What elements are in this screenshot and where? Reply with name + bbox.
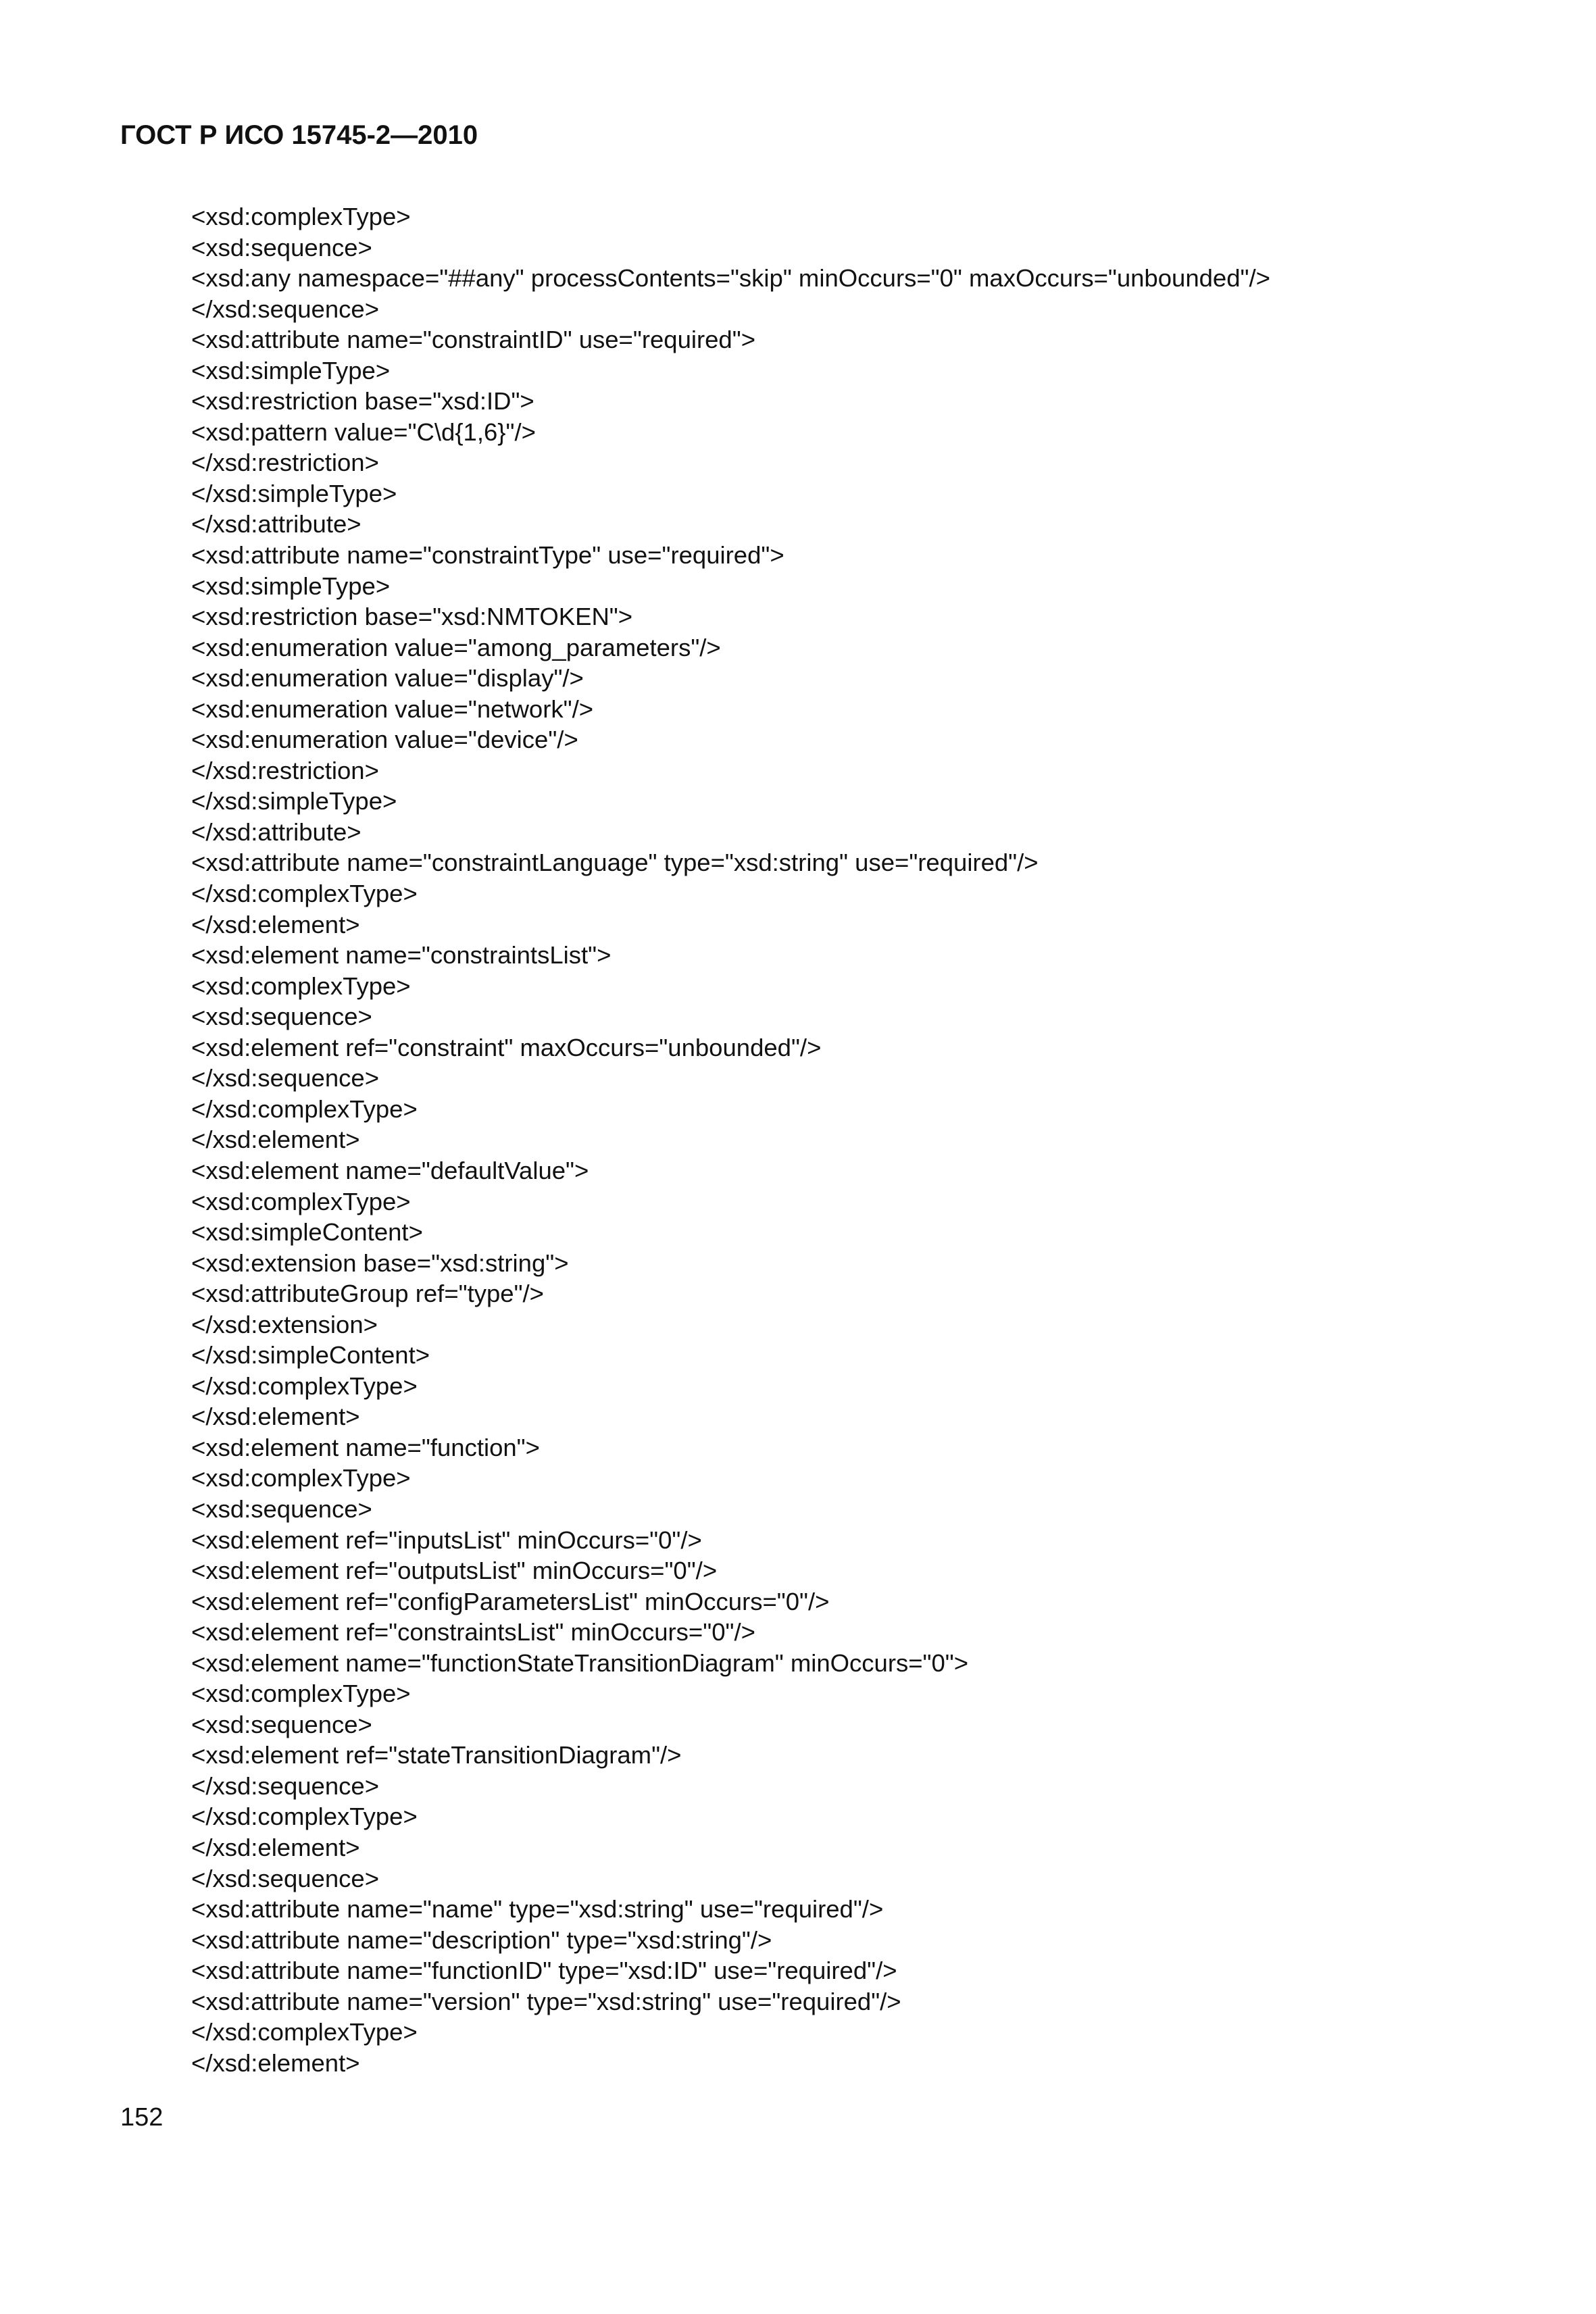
code-line: </xsd:complexType>: [191, 880, 418, 908]
page-number: 152: [120, 2103, 164, 2132]
code-line: </xsd:simpleType>: [191, 479, 397, 507]
code-line: <xsd:sequence>: [191, 1494, 372, 1523]
code-line: </xsd:element>: [191, 1403, 360, 1431]
code-line: <xsd:restriction base="xsd:NMTOKEN">: [191, 603, 633, 631]
code-line: <xsd:sequence>: [191, 1003, 372, 1031]
code-line: </xsd:sequence>: [191, 1864, 380, 1892]
code-line: <xsd:element name="function">: [191, 1433, 540, 1461]
code-line: </xsd:complexType>: [191, 1372, 418, 1400]
code-line: <xsd:attribute name="constraintType" use="required">: [191, 541, 784, 570]
xsd-code-listing: [191, 201, 1270, 2078]
code-line: </xsd:simpleContent>: [191, 1341, 430, 1369]
code-line: </xsd:restriction>: [191, 756, 379, 784]
code-line: <xsd:sequence>: [191, 1710, 372, 1738]
code-line: </xsd:sequence>: [191, 295, 380, 323]
code-line: </xsd:attribute>: [191, 818, 361, 846]
code-line: <xsd:restriction base="xsd:ID">: [191, 387, 534, 416]
code-line: <xsd:simpleContent>: [191, 1218, 423, 1247]
code-line: <xsd:complexType>: [191, 1680, 411, 1708]
code-line: </xsd:complexType>: [191, 2018, 418, 2046]
code-line: <xsd:element ref="configParametersList" minOccurs="0"/>: [191, 1587, 830, 1615]
code-line: <xsd:attribute name="constraintID" use="required">: [191, 326, 756, 354]
code-line: <xsd:complexType>: [191, 1464, 411, 1492]
code-line: </xsd:extension>: [191, 1310, 378, 1338]
code-line: <xsd:element name="functionStateTransitionDiagram" minOccurs="0">: [191, 1649, 969, 1677]
code-line: <xsd:extension base="xsd:string">: [191, 1249, 569, 1277]
code-line: <xsd:complexType>: [191, 972, 411, 1000]
code-line: <xsd:enumeration value="network"/>: [191, 695, 594, 723]
code-line: <xsd:attribute name="version" type="xsd:string" use="required"/>: [191, 1987, 901, 2015]
code-line: <xsd:pattern value="C\d{1,6}"/>: [191, 418, 536, 446]
code-line: <xsd:element ref="constraintsList" minOccurs="0"/>: [191, 1618, 755, 1646]
code-line: </xsd:simpleType>: [191, 787, 397, 815]
code-line: <xsd:enumeration value="display"/>: [191, 664, 584, 693]
code-line: <xsd:element ref="constraint" maxOccurs="unbounded"/>: [191, 1033, 822, 1061]
code-line: <xsd:any namespace="##any" processContents="skip" minOccurs="0" maxOccurs="unbounded"/>: [191, 264, 1270, 293]
code-line: </xsd:element>: [191, 1833, 360, 1861]
code-line: <xsd:enumeration value="among_parameters"/>: [191, 633, 721, 661]
code-line: </xsd:restriction>: [191, 449, 379, 477]
code-line: <xsd:attribute name="constraintLanguage" type="xsd:string" use="required"/>: [191, 849, 1039, 877]
page-header: ГОСТ Р ИСО 15745-2—2010: [120, 120, 478, 150]
code-line: <xsd:attribute name="name" type="xsd:string" use="required"/>: [191, 1895, 884, 1923]
code-line: </xsd:element>: [191, 2048, 360, 2077]
code-line: <xsd:attribute name="description" type="xsd:string"/>: [191, 1926, 772, 1954]
code-line: <xsd:complexType>: [191, 1187, 411, 1215]
code-line: <xsd:attribute name="functionID" type="xsd:ID" use="required"/>: [191, 1957, 897, 1985]
code-line: <xsd:simpleType>: [191, 572, 391, 600]
code-line: <xsd:enumeration value="device"/>: [191, 726, 578, 754]
code-line: </xsd:element>: [191, 910, 360, 938]
code-line: <xsd:attributeGroup ref="type"/>: [191, 1280, 544, 1308]
code-line: </xsd:sequence>: [191, 1064, 380, 1092]
code-line: <xsd:element name="defaultValue">: [191, 1156, 589, 1184]
code-line: </xsd:complexType>: [191, 1803, 418, 1831]
code-line: <xsd:element ref="outputsList" minOccurs="0"/>: [191, 1557, 718, 1585]
code-line: </xsd:element>: [191, 1126, 360, 1154]
code-line: <xsd:complexType>: [191, 203, 411, 230]
code-line: <xsd:element ref="inputsList" minOccurs="0"/>: [191, 1526, 702, 1554]
code-line: <xsd:simpleType>: [191, 356, 391, 384]
code-line: </xsd:complexType>: [191, 1095, 418, 1123]
code-line: <xsd:sequence>: [191, 233, 372, 261]
code-line: <xsd:element ref="stateTransitionDiagram"/>: [191, 1741, 682, 1769]
code-line: </xsd:attribute>: [191, 510, 361, 538]
code-line: <xsd:element name="constraintsList">: [191, 941, 612, 970]
code-line: </xsd:sequence>: [191, 1771, 380, 1800]
